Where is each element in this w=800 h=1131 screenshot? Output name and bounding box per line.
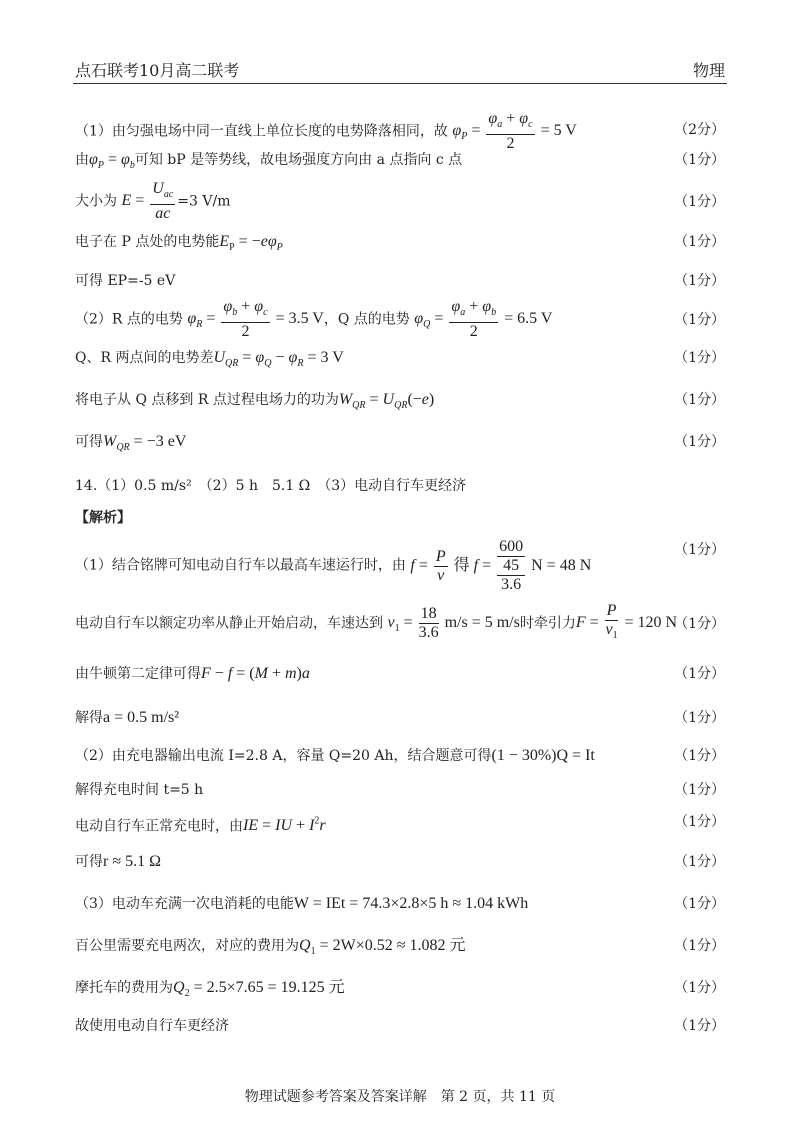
header-title: 点石联考10月高二联考 <box>75 61 240 80</box>
header-subject: 物理 <box>692 61 725 80</box>
header-divider <box>73 83 727 84</box>
page-footer: 物理试题参考答案及答案详解 第 2 页，共 11 页 <box>244 1089 556 1105</box>
document-page: 点石联考10月高二联考 物理 （1）由匀强电场中同一直线上单位长度的电势降落相同，故 $\varphi_P$ = $\frac{\varphi_a + \varphi_c}{2}$ = 5 V （2分） 由$\varphi_P = \varphi_b$可知 bP 是等势线，故电场强度方向由 a 点指向 c 点 （1分） 大小为 E = $\frac{U_{ac}}{ac}$ =3 V/m （1分） 电子在 P 点处的电势能$E_P = -e\varphi_P$ （1分） 可得 EP=-5 eV （1分） （2）R 点的电势 $\varphi_R$ = $\frac{\varphi_b + \varphi_c}{2}$ = 3.5 V，Q 点的电势 $\varphi_Q$ = $\frac{\varphi_a + \varphi_b}{2}$ = 6.5 V （1分） Q、R 两点间的电势差$U_{QR} = \varphi_Q - \varphi_R = 3$ V （1分） 将电子从 Q 点移到 R 点过程电场力的功为$W_{QR} = U_{QR}(-e)$ （1分） 可得$W_{QR} = -3$ eV （1分） 14.（1）0.5 m/s² （2）5 h 5.1 Ω （3）电动自行车更经济 【解析】 （1）结合铭牌可知电动自行车以最高车速运行时，由 f = $\frac{P}{v}$ 得 f = 600 45 3.6 N = 48 N （1分） 电动自行车以额定功率从静止开始启动，车速达到 $v_1$ = $\frac{18}{3.6}$ m/s = 5 m/s时牵引力F = $\frac{P}{v_1}$ = 120 N （1分） 由牛顿第二定律可得F − f = (M + m)a （1分） 解得a = 0.5 m/s² （1分） （2）由充电器输出电流 I=2.8 A，容量 Q=20 Ah，结合题意可得(1 − 30%)Q = It （1分） 解得充电时间 t=5 h （1分） 电动自行车正常充电时，由IE = IU + $I^2r$ （1分） 可得r ≈ 5.1 Ω （1分） （3）电动车充满一次电消耗的电能W = IEt = 74.3×2.8×5 h ≈ 1.04 kWh （1分） 百公里需要充电两次，对应的费用为$Q_1 = 2W\times 0.52 \approx 1.082$ 元 （1分） 摩托车的费用为$Q_2 = 2.5\times 7.65 = 19.125$ 元 （1分） 故使用电动自行车更经济 （1分） 物理试题参考答案及答案详解 第 2 页，共 11 页 <box>0 0 800 1131</box>
